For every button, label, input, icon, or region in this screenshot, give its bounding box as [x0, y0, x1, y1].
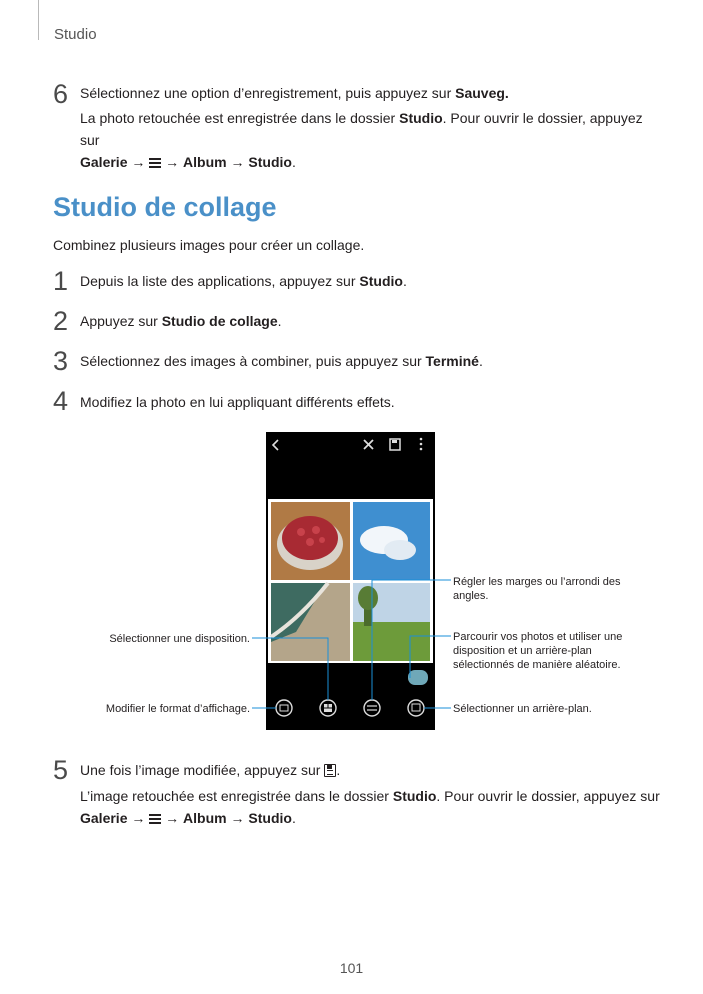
callout-browse: Parcourir vos photos et utiliser une disposition et un arrière-plan sélectionnés de manière aléatoire. [453, 631, 623, 671]
intro-text: Combinez plusieurs images pour créer un collage. [53, 237, 365, 253]
section-header: Studio [54, 26, 97, 43]
step-text: Sélectionnez des images à combiner, puis appuyez sur Terminé. [80, 353, 483, 369]
menu-icon [149, 814, 161, 824]
callout-ratio: Modifier le format d’affichage. [105, 703, 250, 715]
step-number: 4 [53, 386, 69, 416]
step-text: Appuyez sur Studio de collage. [80, 313, 282, 329]
callout-background: Sélectionner un arrière-plan. [453, 703, 592, 715]
callout-margins: Régler les marges ou l’arrondi des angles. [453, 576, 621, 602]
step-paragraph: La photo retouchée est enregistrée dans le dossier Studio. Pour ouvrir le dossier, appuyez sur Galerie → → Album → Studio. [80, 110, 643, 170]
step-number: 1 [53, 266, 69, 296]
save-icon [324, 764, 336, 777]
step-number: 2 [53, 306, 69, 336]
callout-layout: Sélectionner une disposition. [109, 633, 250, 645]
step-number: 5 [53, 755, 69, 785]
step-number: 3 [53, 346, 69, 376]
step-text: Modifiez la photo en lui appliquant différents effets. [80, 394, 395, 410]
step-paragraph: L’image retouchée est enregistrée dans le dossier Studio. Pour ouvrir le dossier, appuyez sur Galerie → → Album → Studio. [80, 788, 660, 826]
step-text: Une fois l’image modifiée, appuyez sur . [80, 762, 341, 778]
page-number: 101 [339, 960, 364, 976]
step-text: Sélectionnez une option d’enregistrement, puis appuyez sur Sauveg. [80, 85, 509, 101]
step-number: 6 [53, 79, 69, 109]
step-text: Depuis la liste des applications, appuyez sur Studio. [80, 273, 407, 289]
page-title: Studio de collage [53, 192, 277, 222]
